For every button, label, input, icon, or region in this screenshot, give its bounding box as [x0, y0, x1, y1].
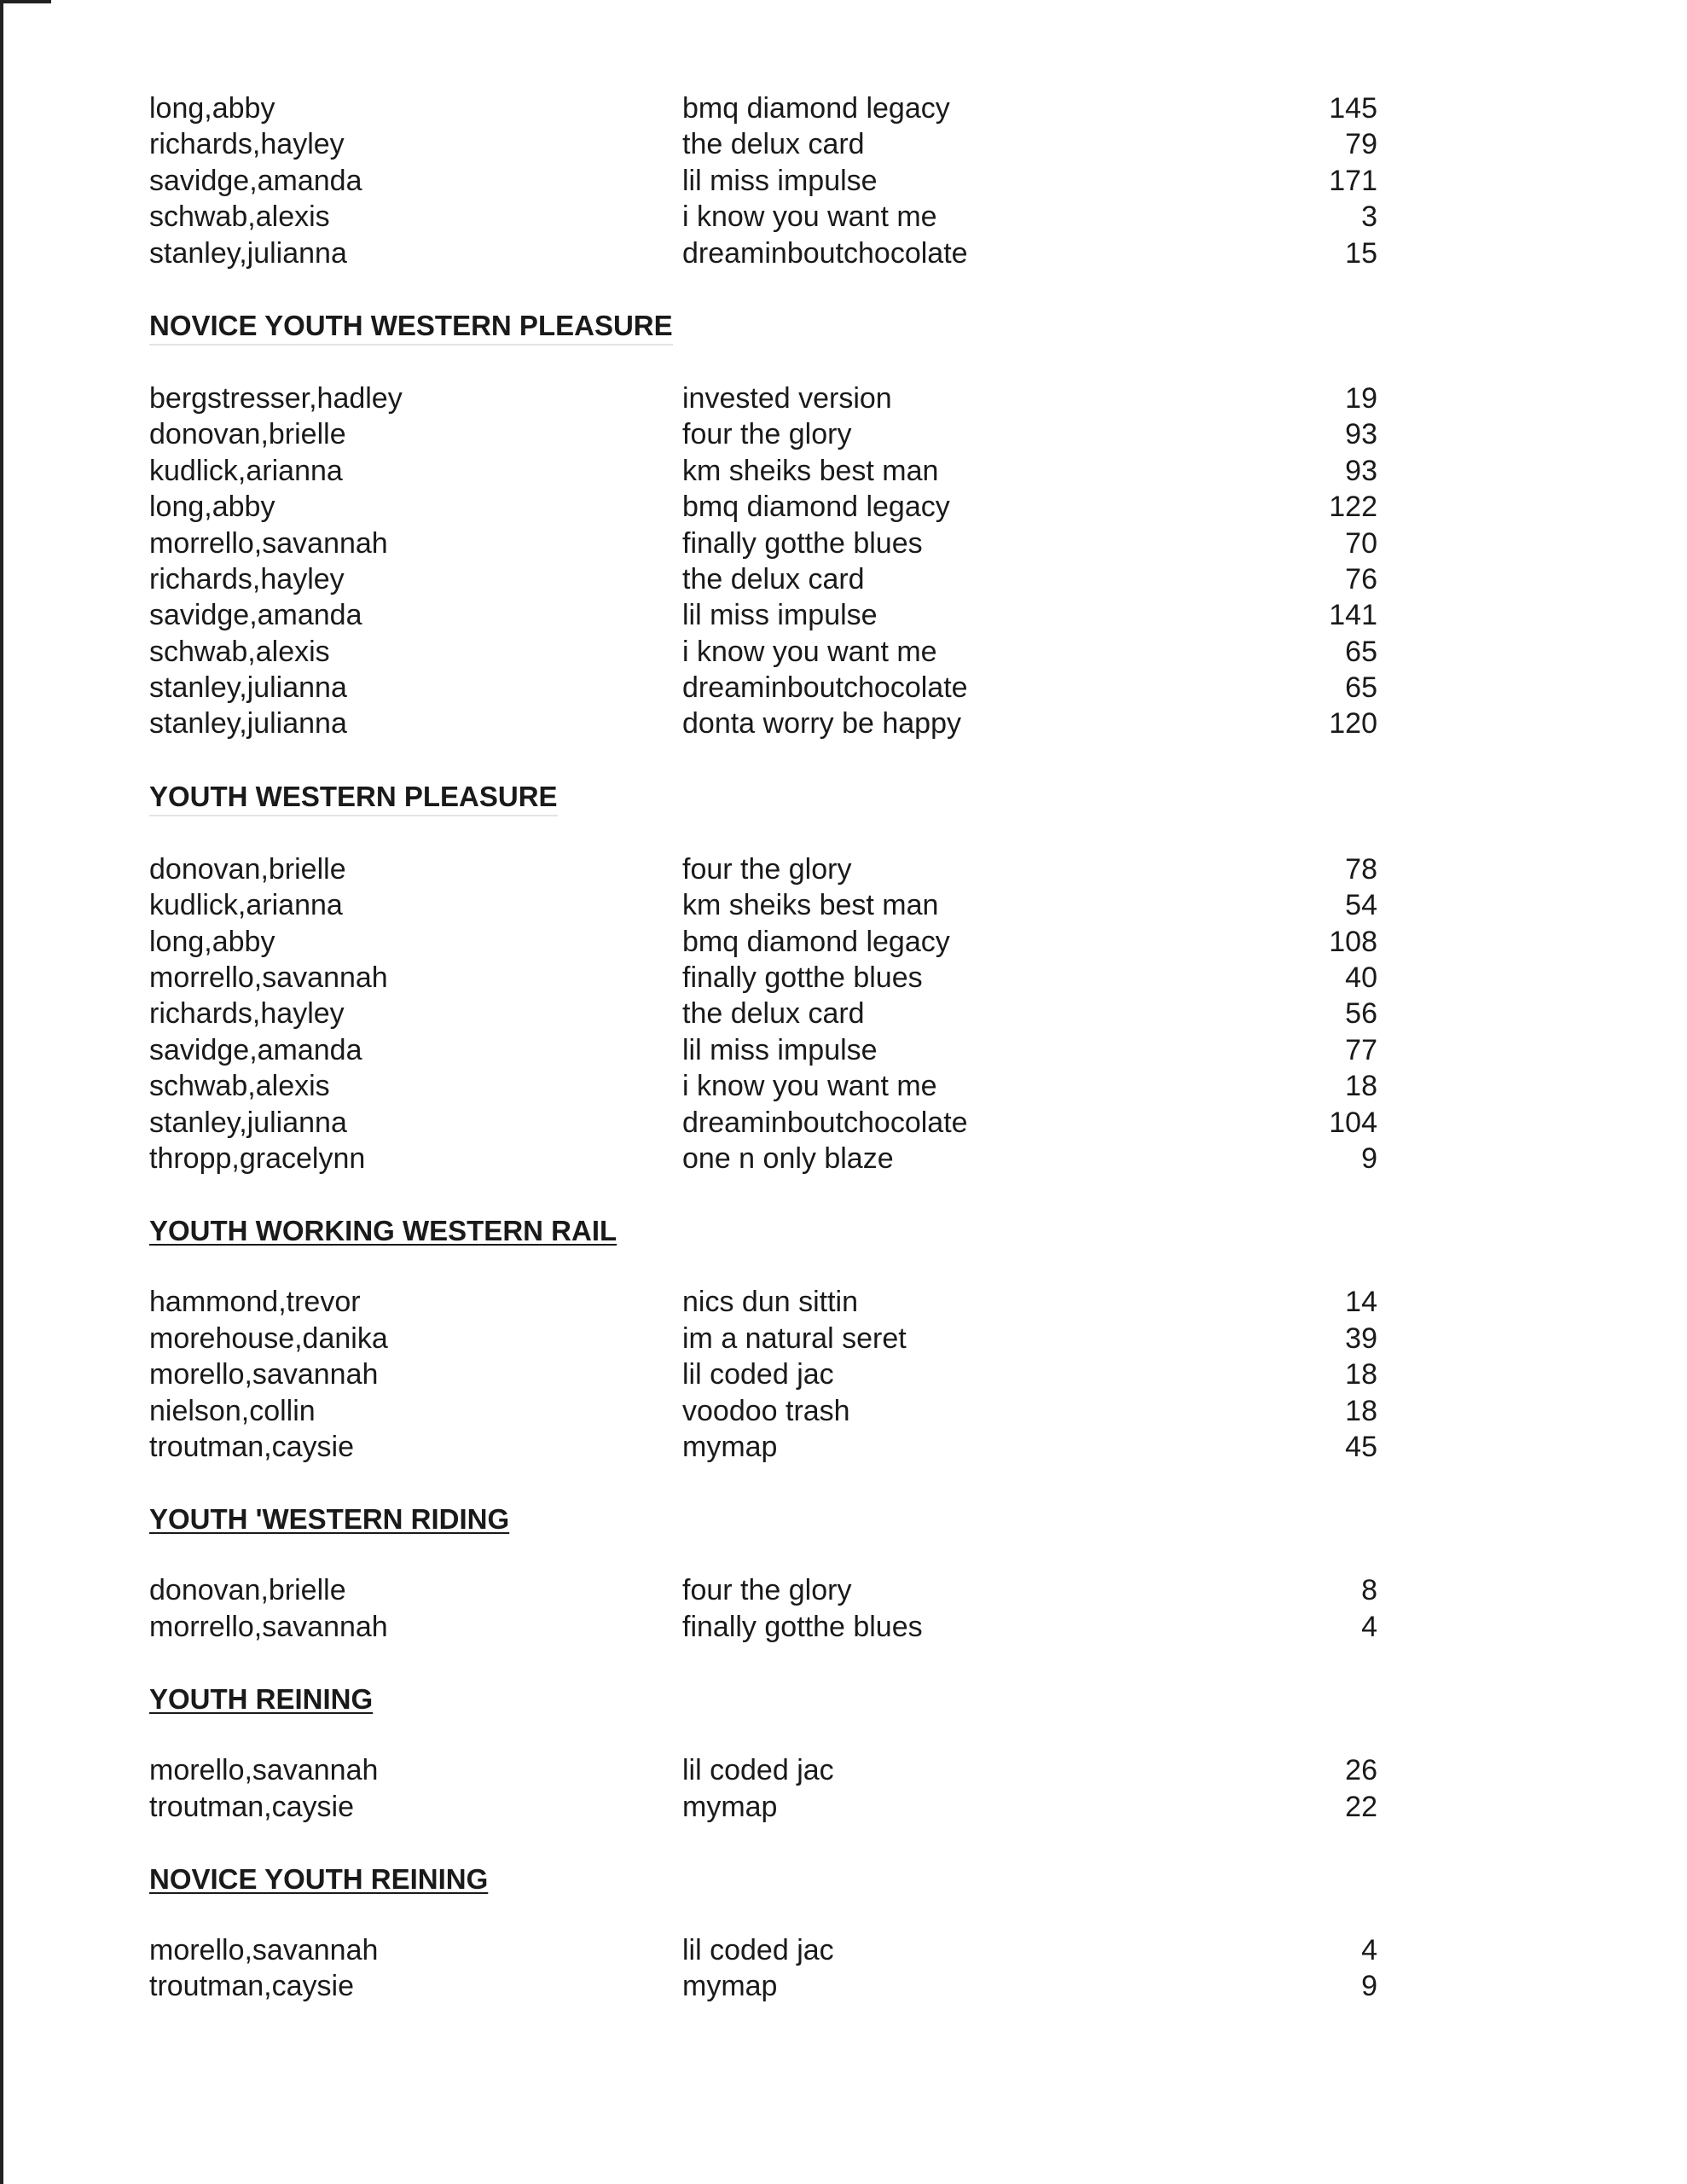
rider-name: troutman,caysie	[149, 1430, 354, 1463]
rider-name: stanley,julianna	[149, 707, 347, 741]
rider-name: savidge,amanda	[149, 164, 362, 197]
standings-row	[149, 380, 1377, 416]
points-value: 79	[1345, 128, 1377, 161]
rider-name: schwab,alexis	[149, 635, 330, 668]
points-value: 14	[1345, 1286, 1377, 1319]
rider-name: stanley,julianna	[149, 236, 347, 270]
horse-name: mymap	[682, 1970, 778, 2003]
points-value: 15	[1345, 236, 1377, 270]
standings-row	[149, 90, 1377, 126]
horse-name: one n only blaze	[682, 1141, 894, 1175]
standings-row	[149, 1393, 1377, 1429]
class-section	[149, 1465, 1377, 1645]
rider-name: schwab,alexis	[149, 200, 330, 234]
points-value: 93	[1345, 454, 1377, 487]
horse-name: mymap	[682, 1430, 778, 1463]
horse-name: the delux card	[682, 562, 865, 595]
points-value: 93	[1345, 418, 1377, 451]
points-value: 122	[1329, 491, 1377, 524]
points-value: 19	[1345, 381, 1377, 415]
horse-name: bmq diamond legacy	[682, 925, 950, 958]
rider-name: savidge,amanda	[149, 1033, 362, 1066]
rider-name: schwab,alexis	[149, 1070, 330, 1103]
points-value: 18	[1345, 1394, 1377, 1427]
horse-name: nics dun sittin	[682, 1286, 858, 1319]
standings-row	[149, 634, 1377, 670]
horse-name: lil miss impulse	[682, 164, 878, 197]
points-value: 18	[1345, 1070, 1377, 1103]
rider-name: morrello,savannah	[149, 526, 388, 560]
standings-row	[149, 670, 1377, 706]
points-value: 56	[1345, 997, 1377, 1031]
horse-name: donta worry be happy	[682, 707, 961, 741]
points-value: 65	[1345, 635, 1377, 668]
points-value: 3	[1361, 200, 1377, 234]
standings-row	[149, 489, 1377, 525]
horse-name: dreaminboutchocolate	[682, 671, 968, 705]
rider-name: stanley,julianna	[149, 1106, 347, 1139]
standings-row	[149, 416, 1377, 452]
standings-row	[149, 851, 1377, 887]
horse-name: i know you want me	[682, 200, 937, 234]
standings-row	[149, 1356, 1377, 1392]
rider-name: troutman,caysie	[149, 1790, 354, 1823]
points-value: 4	[1361, 1933, 1377, 1966]
horse-name: km sheiks best man	[682, 454, 939, 487]
horse-name: four the glory	[682, 1574, 852, 1607]
class-section	[149, 742, 1377, 1177]
points-value: 54	[1345, 889, 1377, 922]
points-value: 9	[1361, 1970, 1377, 2003]
standings-row	[149, 1032, 1377, 1068]
section-title: YOUTH REINING	[149, 1683, 374, 1716]
points-value: 8	[1361, 1574, 1377, 1607]
horse-name: i know you want me	[682, 635, 937, 668]
standings-row	[149, 1932, 1377, 1968]
horse-name: im a natural seret	[682, 1321, 907, 1355]
horse-name: i know you want me	[682, 1070, 937, 1103]
rider-name: stanley,julianna	[149, 671, 347, 705]
points-value: 104	[1329, 1106, 1377, 1139]
horse-name: the delux card	[682, 128, 865, 161]
points-value: 76	[1345, 562, 1377, 595]
rider-name: richards,hayley	[149, 562, 345, 595]
rider-name: hammond,trevor	[149, 1286, 361, 1319]
standings-row	[149, 1284, 1377, 1320]
horse-name: the delux card	[682, 997, 865, 1031]
standings-row	[149, 235, 1377, 271]
horse-name: finally gotthe blues	[682, 1610, 923, 1643]
horse-name: voodoo trash	[682, 1394, 850, 1427]
points-value: 78	[1345, 852, 1377, 886]
standings-row	[149, 1321, 1377, 1356]
rider-name: long,abby	[149, 92, 275, 125]
section-title: NOVICE YOUTH REINING	[149, 1862, 489, 1895]
points-value: 70	[1345, 526, 1377, 560]
points-value: 77	[1345, 1033, 1377, 1066]
standings-row	[149, 453, 1377, 489]
standings-row	[149, 1752, 1377, 1788]
rider-name: troutman,caysie	[149, 1970, 354, 2003]
rider-name: long,abby	[149, 925, 275, 958]
points-value: 26	[1345, 1754, 1377, 1787]
horse-name: four the glory	[682, 852, 852, 886]
points-value: 145	[1329, 92, 1377, 125]
horse-name: four the glory	[682, 418, 852, 451]
horse-name: lil miss impulse	[682, 599, 878, 632]
points-value: 45	[1345, 1430, 1377, 1463]
rider-name: kudlick,arianna	[149, 454, 343, 487]
rider-name: morello,savannah	[149, 1933, 379, 1966]
rider-name: donovan,brielle	[149, 418, 346, 451]
section-title: NOVICE YOUTH WESTERN PLEASURE	[149, 308, 673, 346]
rider-name: richards,hayley	[149, 997, 345, 1031]
section-title: YOUTH WORKING WESTERN RAIL	[149, 1215, 617, 1247]
section-title: YOUTH 'WESTERN RIDING	[149, 1503, 510, 1536]
points-value: 39	[1345, 1321, 1377, 1355]
rider-name: morehouse,danika	[149, 1321, 388, 1355]
horse-name: invested version	[682, 381, 892, 415]
standings-row	[149, 163, 1377, 199]
points-value: 65	[1345, 671, 1377, 705]
rider-name: long,abby	[149, 491, 275, 524]
points-value: 108	[1329, 925, 1377, 958]
section-title: YOUTH WESTERN PLEASURE	[149, 779, 558, 816]
rider-name: donovan,brielle	[149, 1574, 346, 1607]
horse-name: dreaminboutchocolate	[682, 1106, 968, 1139]
standings-row	[149, 199, 1377, 235]
standings-row	[149, 1429, 1377, 1465]
rider-name: thropp,gracelynn	[149, 1141, 366, 1175]
rider-name: morrello,savannah	[149, 1610, 388, 1643]
points-value: 40	[1345, 961, 1377, 995]
horse-name: dreaminboutchocolate	[682, 236, 968, 270]
standings-row	[149, 960, 1377, 996]
standings-row	[149, 706, 1377, 741]
points-value: 120	[1329, 707, 1377, 741]
rider-name: morello,savannah	[149, 1754, 379, 1787]
standings-document	[149, 90, 1377, 2005]
rider-name: donovan,brielle	[149, 852, 346, 886]
points-value: 22	[1345, 1790, 1377, 1823]
rider-name: nielson,collin	[149, 1394, 316, 1427]
standings-row	[149, 996, 1377, 1031]
scan-corner-mark	[0, 0, 51, 3]
scan-edge-line	[0, 0, 3, 2184]
horse-name: finally gotthe blues	[682, 961, 923, 995]
points-value: 171	[1329, 164, 1377, 197]
horse-name: finally gotthe blues	[682, 526, 923, 560]
horse-name: mymap	[682, 1790, 778, 1823]
standings-row	[149, 924, 1377, 960]
rider-name: richards,hayley	[149, 128, 345, 161]
horse-name: lil coded jac	[682, 1754, 834, 1787]
standings-row	[149, 526, 1377, 561]
standings-row	[149, 1105, 1377, 1141]
horse-name: lil miss impulse	[682, 1033, 878, 1066]
rider-name: bergstresser,hadley	[149, 381, 403, 415]
class-section	[149, 1825, 1377, 2005]
standings-row	[149, 1789, 1377, 1825]
standings-row	[149, 1609, 1377, 1645]
points-value: 9	[1361, 1141, 1377, 1175]
horse-name: lil coded jac	[682, 1933, 834, 1966]
standings-row	[149, 1141, 1377, 1176]
standings-row	[149, 887, 1377, 923]
standings-row	[149, 126, 1377, 162]
standings-row	[149, 1572, 1377, 1608]
standings-row	[149, 597, 1377, 633]
points-value: 18	[1345, 1358, 1377, 1391]
points-value: 4	[1361, 1610, 1377, 1643]
class-section	[149, 271, 1377, 742]
standings-row	[149, 561, 1377, 597]
class-section	[149, 1645, 1377, 1825]
standings-row	[149, 1068, 1377, 1104]
class-section	[149, 1176, 1377, 1465]
rider-name: morrello,savannah	[149, 961, 388, 995]
horse-name: km sheiks best man	[682, 889, 939, 922]
rider-name: morello,savannah	[149, 1358, 379, 1391]
standings-row	[149, 1968, 1377, 2004]
horse-name: bmq diamond legacy	[682, 491, 950, 524]
class-section	[149, 90, 1377, 271]
rider-name: savidge,amanda	[149, 599, 362, 632]
rider-name: kudlick,arianna	[149, 889, 343, 922]
points-value: 141	[1329, 599, 1377, 632]
horse-name: lil coded jac	[682, 1358, 834, 1391]
horse-name: bmq diamond legacy	[682, 92, 950, 125]
